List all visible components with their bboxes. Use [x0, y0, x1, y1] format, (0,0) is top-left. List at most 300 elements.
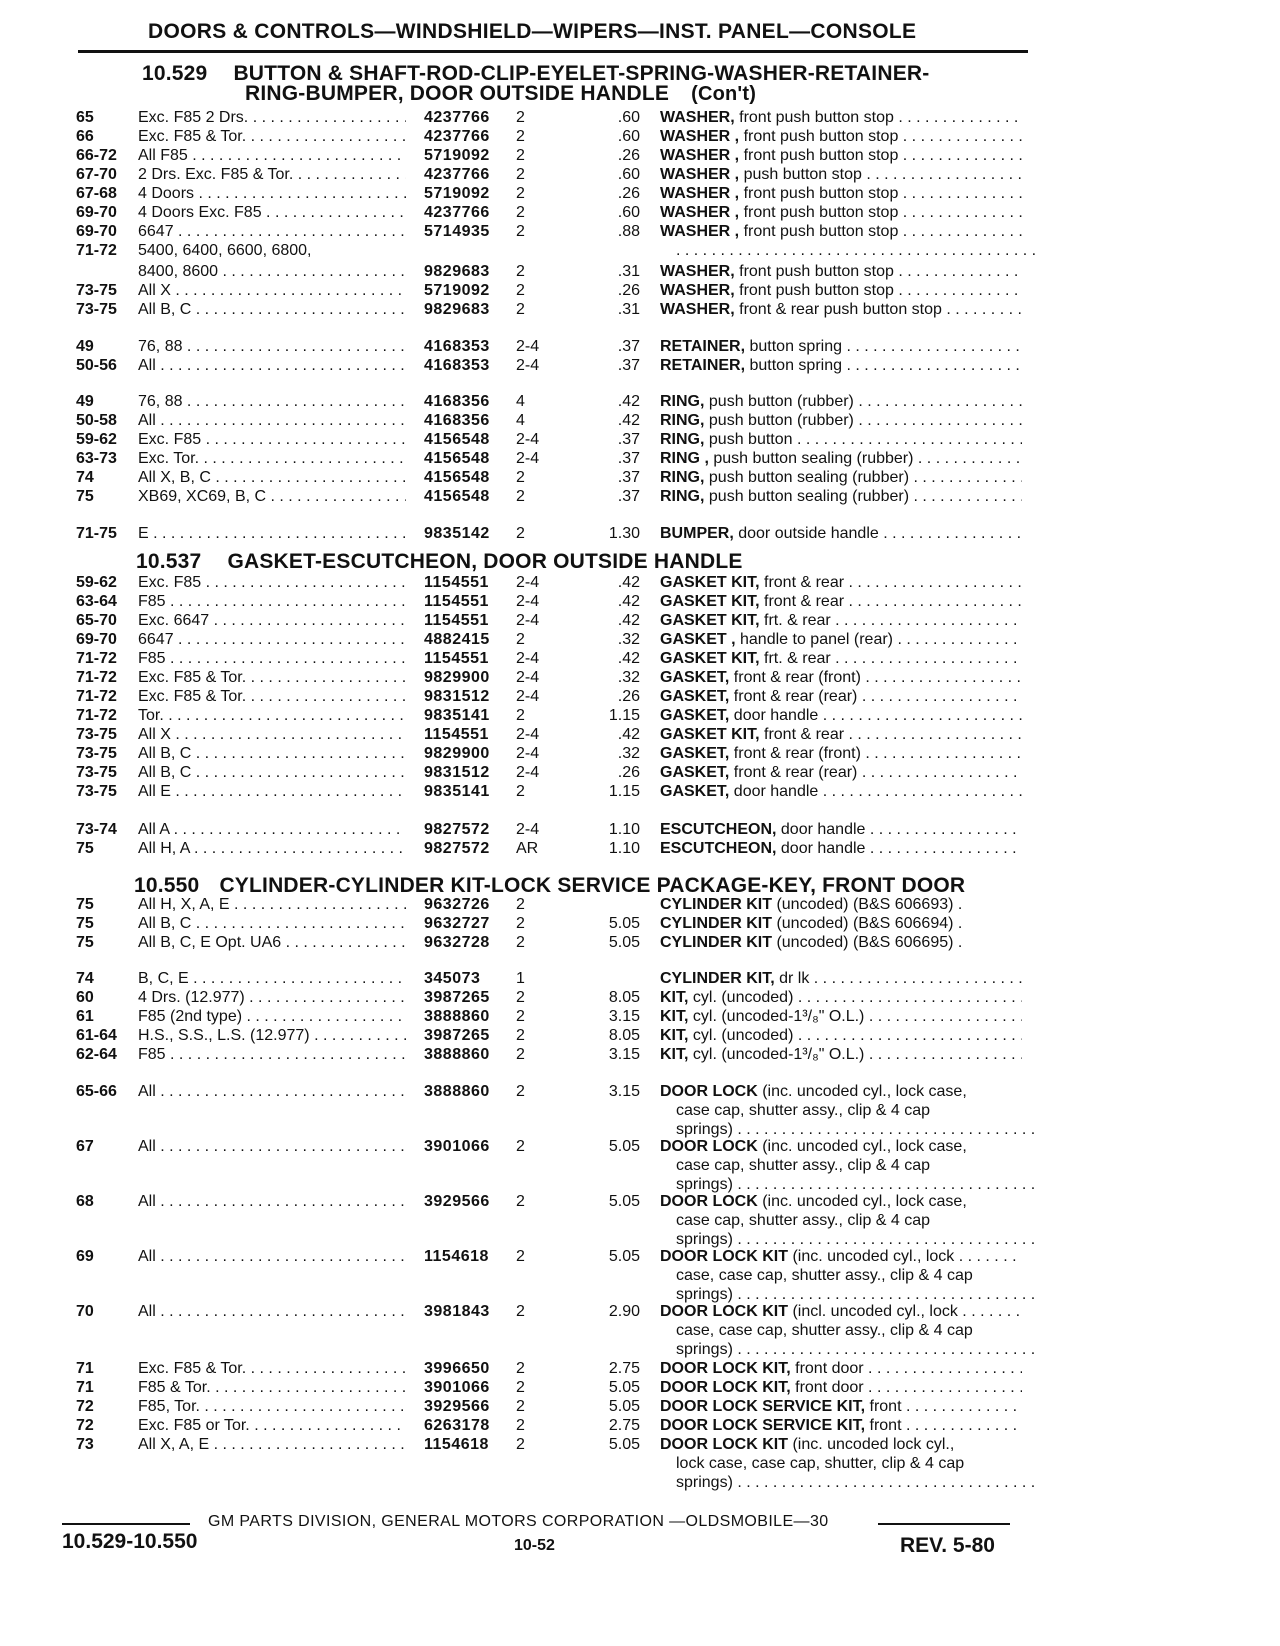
year-cell: 75 [76, 934, 94, 951]
description-cell: Exc. F85 . . . [138, 573, 406, 592]
part-number-cell: 3981843 [424, 1303, 490, 1320]
item-name-cell [660, 1378, 1022, 1397]
item-name-cell [660, 1045, 1022, 1064]
year-cell: 74 [76, 970, 94, 987]
item-name-label: WASHER, [660, 282, 735, 299]
part-number-cell: 4156548 [424, 431, 490, 448]
item-name-cell [660, 1359, 1022, 1378]
item-detail-text: cyl. (uncoded-1³/₈" O.L.) [688, 1046, 865, 1063]
year-cell: 67-68 [76, 185, 117, 202]
year-cell: 71-72 [76, 650, 117, 667]
quantity-cell: 2 [516, 1303, 525, 1320]
item-name-cell [660, 203, 1022, 222]
price-cell: 5.05 [608, 1436, 640, 1453]
item-detail-text: springs) [676, 1231, 733, 1248]
quantity-cell: 2 [516, 128, 525, 145]
item-detail-text: door handle [776, 840, 866, 857]
description-cell: All X . . . [138, 725, 406, 744]
price-cell: .42 [617, 393, 640, 410]
item-detail-text: springs) [676, 1121, 733, 1138]
item-name-label: RING , [660, 450, 709, 467]
part-number-cell: 9835142 [424, 525, 490, 542]
price-cell: .32 [617, 631, 640, 648]
price-cell: 2.75 [608, 1360, 640, 1377]
item-name-cell [660, 1397, 1022, 1416]
description-cell: F85 . . . [138, 1045, 406, 1064]
item-name-cell [660, 820, 1022, 839]
table-row [0, 300, 1040, 319]
footer-rule-right [878, 1523, 1010, 1525]
price-cell: 1.15 [608, 707, 640, 724]
part-number-cell: 4237766 [424, 166, 490, 183]
part-number-cell: 3996650 [424, 1360, 490, 1377]
table-row [0, 1045, 1040, 1064]
description-cell: All B, C . . . [138, 763, 406, 782]
table-row [0, 487, 1040, 506]
price-cell: .31 [617, 263, 640, 280]
part-number-cell: 9831512 [424, 764, 490, 781]
quantity-cell: 2 [516, 1027, 525, 1044]
item-name-label: DOOR LOCK SERVICE KIT, [660, 1398, 866, 1415]
price-cell: .42 [617, 650, 640, 667]
item-detail-text: (uncoded) (B&S 606695) . [772, 934, 963, 951]
item-name-cell [660, 108, 1022, 127]
year-cell: 75 [76, 840, 94, 857]
item-name-label: RETAINER, [660, 357, 746, 374]
quantity-cell: 2-4 [516, 650, 540, 667]
item-name-label: CYLINDER KIT [660, 896, 772, 913]
description-cell: All B, C . . . [138, 914, 406, 933]
description-cell: 6647 . . . [138, 630, 406, 649]
table-row [0, 969, 1040, 988]
table-row [0, 146, 1040, 165]
item-name-cell [660, 127, 1022, 146]
year-cell: 75 [76, 915, 94, 932]
item-name-label: DOOR LOCK KIT [660, 1436, 788, 1453]
price-cell: .31 [617, 301, 640, 318]
item-detail-text: front [865, 1398, 902, 1415]
footer-page-number: 10-52 [514, 1537, 555, 1554]
year-cell: 71 [76, 1379, 94, 1396]
item-name-cell [660, 668, 1022, 687]
part-number-cell: 5719092 [424, 282, 490, 299]
part-number-cell: 4237766 [424, 109, 490, 126]
section-537-title: GASKET-ESCUTCHEON, DOOR OUTSIDE HANDLE [227, 550, 743, 573]
item-name-label: DOOR LOCK KIT, [660, 1379, 791, 1396]
price-cell: .60 [617, 109, 640, 126]
item-name-label: DOOR LOCK [660, 1138, 758, 1155]
table-row [0, 895, 1040, 914]
year-cell: 65-66 [76, 1083, 117, 1100]
item-name-cell [676, 1101, 1038, 1120]
item-name-cell [660, 573, 1022, 592]
price-cell: .26 [617, 688, 640, 705]
quantity-cell: 2 [516, 896, 525, 913]
item-detail-text: push button [704, 431, 793, 448]
year-cell: 66-72 [76, 147, 117, 164]
item-detail-text: (inc. uncoded cyl., lock [788, 1248, 955, 1265]
item-detail-text: cyl. (uncoded-1³/₈" O.L.) [688, 1008, 865, 1025]
item-name-cell [660, 914, 1022, 933]
part-number-cell: 1154618 [424, 1436, 489, 1453]
item-detail-text: (inc. uncoded cyl., lock case, [757, 1083, 967, 1100]
item-name-label: WASHER, [660, 263, 735, 280]
item-detail-text: case, case cap, shutter assy., clip & 4 cap [676, 1322, 973, 1339]
item-detail-text: front & rear (rear) [729, 764, 858, 781]
part-number-cell: 3888860 [424, 1083, 490, 1100]
section-537-heading [136, 550, 743, 574]
item-detail-text: lock case, case cap, shutter, clip & 4 cap [676, 1455, 965, 1472]
item-name-label: CYLINDER KIT [660, 915, 772, 932]
item-name-label: WASHER, [660, 109, 735, 126]
table-row [0, 933, 1040, 952]
table-row [0, 1416, 1040, 1435]
description-cell: All F85 . . . [138, 146, 406, 165]
quantity-cell: 2 [516, 282, 525, 299]
item-name-cell [660, 592, 1022, 611]
item-detail-text: frt. & rear [759, 650, 831, 667]
item-name-label: WASHER , [660, 166, 740, 183]
quantity-cell: 2 [516, 631, 525, 648]
table-row [0, 668, 1040, 687]
item-name-cell [676, 1340, 1038, 1359]
description-cell: All . . . [138, 356, 406, 375]
part-number-cell: 3901066 [424, 1379, 490, 1396]
year-cell: 49 [76, 338, 94, 355]
part-number-cell: 4237766 [424, 128, 490, 145]
item-detail-text: springs) [676, 1474, 733, 1491]
item-name-cell [660, 630, 1022, 649]
item-detail-text: front door [790, 1379, 864, 1396]
part-number-cell: 5714935 [424, 223, 490, 240]
section-529-heading-line2 [245, 82, 756, 106]
description-cell: Exc. 6647 . . . [138, 611, 406, 630]
item-name-cell [660, 687, 1022, 706]
part-number-cell: 5719092 [424, 185, 490, 202]
section-537-number: 10.537 [136, 550, 202, 573]
table-row [0, 1435, 1040, 1454]
description-cell: B, C, E . . . [138, 969, 406, 988]
description-cell: 76, 88 . . . [138, 392, 406, 411]
price-cell: 1.10 [608, 821, 640, 838]
quantity-cell: 2 [516, 707, 525, 724]
footer-section-range: 10.529-10.550 [62, 1530, 198, 1553]
item-detail-text: (inc. uncoded cyl., lock case, [757, 1193, 967, 1210]
description-cell: F85, Tor. . . . [138, 1397, 406, 1416]
quantity-cell: 2-4 [516, 357, 540, 374]
description-cell: All H, A . . . [138, 839, 406, 858]
part-number-cell: 1154551 [424, 593, 489, 610]
year-cell: 73-75 [76, 282, 117, 299]
price-cell: 2.75 [608, 1417, 640, 1434]
item-detail-text: front door [790, 1360, 864, 1377]
price-cell: 3.15 [608, 1046, 640, 1063]
item-name-cell [660, 744, 1022, 763]
price-cell: 8.05 [608, 989, 640, 1006]
quantity-cell: 2-4 [516, 338, 540, 355]
quantity-cell: 2 [516, 1008, 525, 1025]
item-detail-text: front & rear (rear) [729, 688, 858, 705]
price-cell: 5.05 [608, 1379, 640, 1396]
part-number-cell: 4237766 [424, 204, 490, 221]
table-row [0, 1340, 1040, 1359]
page-header: DOORS & CONTROLS—WINDSHIELD—WIPERS—INST. PANEL—CONSOLE [148, 20, 917, 43]
item-detail-text: dr lk [774, 970, 810, 987]
description-cell: All . . . [138, 1082, 406, 1101]
section-529-line2: RING-BUMPER, DOOR OUTSIDE HANDLE [245, 82, 670, 105]
part-number-cell: 4168353 [424, 338, 490, 355]
quantity-cell: 2 [516, 934, 525, 951]
table-row [0, 573, 1040, 592]
item-name-label: RING, [660, 412, 705, 429]
table-row [0, 1156, 1040, 1175]
item-name-label: KIT, [660, 1008, 689, 1025]
table-row [0, 1007, 1040, 1026]
table-row [0, 1397, 1040, 1416]
item-detail-text: push button (rubber) [704, 412, 854, 429]
item-name-cell [676, 241, 1038, 260]
year-cell: 59-62 [76, 574, 117, 591]
table-row [0, 241, 1040, 260]
item-detail-text: front push button stop [739, 204, 899, 221]
price-cell: 1.30 [608, 525, 640, 542]
quantity-cell: 2-4 [516, 431, 540, 448]
part-number-cell: 4156548 [424, 450, 490, 467]
table-row [0, 649, 1040, 668]
item-detail-text: case cap, shutter assy., clip & 4 cap [676, 1102, 931, 1119]
item-name-label: GASKET KIT, [660, 650, 760, 667]
item-name-cell [660, 839, 1022, 858]
price-cell: .32 [617, 669, 640, 686]
table-row [0, 630, 1040, 649]
table-row [0, 687, 1040, 706]
description-cell: All B, C . . . [138, 300, 406, 319]
item-detail-text: (incl. uncoded cyl., lock [788, 1303, 958, 1320]
item-name-cell [660, 1192, 1022, 1211]
price-cell: .42 [617, 612, 640, 629]
item-detail-text: push button sealing (rubber) [708, 450, 914, 467]
part-number-cell: 3987265 [424, 1027, 490, 1044]
quantity-cell: 2-4 [516, 764, 540, 781]
table-row [0, 411, 1040, 430]
item-detail-text: button spring [745, 338, 842, 355]
part-number-cell: 9632728 [424, 934, 490, 951]
item-name-cell [660, 1302, 1022, 1321]
quantity-cell: 1 [516, 970, 525, 987]
item-name-label: GASKET, [660, 783, 730, 800]
description-cell: Exc. F85 & Tor. . . . [138, 1359, 406, 1378]
item-name-cell [660, 1416, 1022, 1435]
year-cell: 73-75 [76, 783, 117, 800]
table-row [0, 820, 1040, 839]
table-row [0, 337, 1040, 356]
price-cell: 8.05 [608, 1027, 640, 1044]
price-cell: 5.05 [608, 1398, 640, 1415]
description-cell: Exc. F85 or Tor. . . . [138, 1416, 406, 1435]
year-cell: 74 [76, 469, 94, 486]
price-cell: .37 [617, 357, 640, 374]
quantity-cell: 2-4 [516, 745, 540, 762]
year-cell: 67 [76, 1138, 94, 1155]
description-cell: 5400, 6400, 6600, 6800, [138, 242, 312, 259]
item-detail-text: front & rear [759, 726, 845, 743]
quantity-cell: 2 [516, 1193, 525, 1210]
item-detail-text: frt. & rear [759, 612, 831, 629]
item-name-cell [660, 146, 1022, 165]
quantity-cell: 2 [516, 1138, 525, 1155]
price-cell: .37 [617, 450, 640, 467]
year-cell: 67-70 [76, 166, 117, 183]
quantity-cell: 2 [516, 263, 525, 280]
item-name-label: DOOR LOCK SERVICE KIT, [660, 1417, 866, 1434]
footer-publisher: GM PARTS DIVISION, GENERAL MOTORS CORPORATION —OLDSMOBILE—30 [208, 1513, 829, 1530]
year-cell: 59-62 [76, 431, 117, 448]
quantity-cell: 2 [516, 989, 525, 1006]
price-cell: .42 [617, 593, 640, 610]
price-cell: .32 [617, 745, 640, 762]
item-name-cell [660, 1082, 1022, 1101]
year-cell: 69 [76, 1248, 94, 1265]
price-cell: .37 [617, 488, 640, 505]
price-cell: 5.05 [608, 915, 640, 932]
table-row [0, 281, 1040, 300]
item-name-label: KIT, [660, 1027, 689, 1044]
item-detail-text: front & rear (front) [729, 745, 861, 762]
item-name-cell [660, 611, 1022, 630]
price-cell: .42 [617, 574, 640, 591]
price-cell: .26 [617, 147, 640, 164]
item-name-cell [660, 1435, 1022, 1454]
item-detail-text: front push button stop [734, 282, 894, 299]
quantity-cell: 2 [516, 1398, 525, 1415]
year-cell: 65-70 [76, 612, 117, 629]
price-cell: 1.15 [608, 783, 640, 800]
table-row [0, 1454, 1040, 1473]
part-number-cell: 9835141 [424, 783, 490, 800]
quantity-cell: 2 [516, 223, 525, 240]
item-name-cell [660, 969, 1022, 988]
year-cell: 68 [76, 1193, 94, 1210]
item-name-cell [660, 649, 1022, 668]
part-number-cell: 9829683 [424, 301, 490, 318]
quantity-cell: 2-4 [516, 612, 540, 629]
table-row [0, 1192, 1040, 1211]
description-cell: All B, C, E Opt. UA6 . . . [138, 933, 406, 952]
item-detail-text: push button (rubber) [704, 393, 854, 410]
description-cell: All . . . [138, 411, 406, 430]
part-number-cell: 1154551 [424, 612, 489, 629]
description-cell: Exc. F85 2 Drs. . . . [138, 108, 406, 127]
item-detail-text: front & rear (front) [729, 669, 861, 686]
year-cell: 69-70 [76, 223, 117, 240]
quantity-cell: 2 [516, 469, 525, 486]
price-cell: .37 [617, 338, 640, 355]
item-name-cell [660, 988, 1022, 1007]
year-cell: 73-75 [76, 726, 117, 743]
item-name-label: DOOR LOCK KIT [660, 1248, 788, 1265]
price-cell: .37 [617, 431, 640, 448]
price-cell: .60 [617, 204, 640, 221]
year-cell: 71-72 [76, 242, 117, 259]
item-name-label: DOOR LOCK [660, 1193, 758, 1210]
header-rule [78, 50, 1028, 53]
table-row [0, 1302, 1040, 1321]
section-529-line1: BUTTON & SHAFT-ROD-CLIP-EYELET-SPRING-WASHER-RETAINER- [233, 62, 930, 85]
part-number-cell: 1154551 [424, 650, 489, 667]
item-name-cell [660, 468, 1022, 487]
item-name-label: GASKET, [660, 745, 730, 762]
price-cell: 5.05 [608, 1248, 640, 1265]
table-row [0, 1101, 1040, 1120]
description-cell: All . . . [138, 1137, 406, 1156]
part-number-cell: 345073 [424, 970, 481, 987]
table-row [0, 262, 1040, 281]
quantity-cell: 2-4 [516, 821, 540, 838]
table-row [0, 1321, 1040, 1340]
part-number-cell: 4882415 [424, 631, 490, 648]
part-number-cell: 5719092 [424, 147, 490, 164]
year-cell: 71-72 [76, 707, 117, 724]
description-cell: Exc. Tor. . . . [138, 449, 406, 468]
item-name-label: RETAINER, [660, 338, 746, 355]
year-cell: 60 [76, 989, 94, 1006]
item-detail-text: front & rear [759, 574, 845, 591]
item-name-label: WASHER , [660, 147, 740, 164]
item-name-label: BUMPER, [660, 525, 734, 542]
item-name-cell [660, 411, 1022, 430]
section-529-cont: (Con't) [691, 83, 757, 105]
price-cell: 3.15 [608, 1083, 640, 1100]
item-name-cell [660, 165, 1022, 184]
part-number-cell: 9632726 [424, 896, 490, 913]
year-cell: 69-70 [76, 631, 117, 648]
item-name-label: WASHER , [660, 223, 740, 240]
item-name-label: RING, [660, 488, 705, 505]
item-name-cell [660, 782, 1022, 801]
part-number-cell: 3929566 [424, 1193, 490, 1210]
quantity-cell: 2-4 [516, 593, 540, 610]
item-name-cell [676, 1266, 1038, 1285]
year-cell: 73-75 [76, 745, 117, 762]
year-cell: 72 [76, 1398, 94, 1415]
item-detail-text: front push button stop [739, 128, 899, 145]
year-cell: 71 [76, 1360, 94, 1377]
part-number-cell: 3987265 [424, 989, 490, 1006]
table-row [0, 1082, 1040, 1101]
quantity-cell: 2 [516, 1046, 525, 1063]
item-detail-text: push button sealing (rubber) [704, 488, 910, 505]
table-row [0, 222, 1040, 241]
description-cell: Exc. F85 . . . [138, 430, 406, 449]
quantity-cell: 2 [516, 301, 525, 318]
part-number-cell: 3929566 [424, 1398, 490, 1415]
description-cell: H.S., S.S., L.S. (12.977) . . . [138, 1026, 406, 1045]
part-number-cell: 4168356 [424, 412, 490, 429]
year-cell: 63-64 [76, 593, 117, 610]
quantity-cell: 2 [516, 185, 525, 202]
item-name-label: GASKET, [660, 669, 730, 686]
quantity-cell: 2 [516, 488, 525, 505]
item-detail-text: case cap, shutter assy., clip & 4 cap [676, 1157, 931, 1174]
year-cell: 66 [76, 128, 94, 145]
part-number-cell: 3888860 [424, 1008, 490, 1025]
item-detail-text: front push button stop [734, 263, 894, 280]
table-row [0, 914, 1040, 933]
description-cell: F85 . . . [138, 649, 406, 668]
year-cell: 50-58 [76, 412, 117, 429]
item-detail-text: (inc. uncoded lock cyl., [788, 1436, 955, 1453]
table-row [0, 184, 1040, 203]
